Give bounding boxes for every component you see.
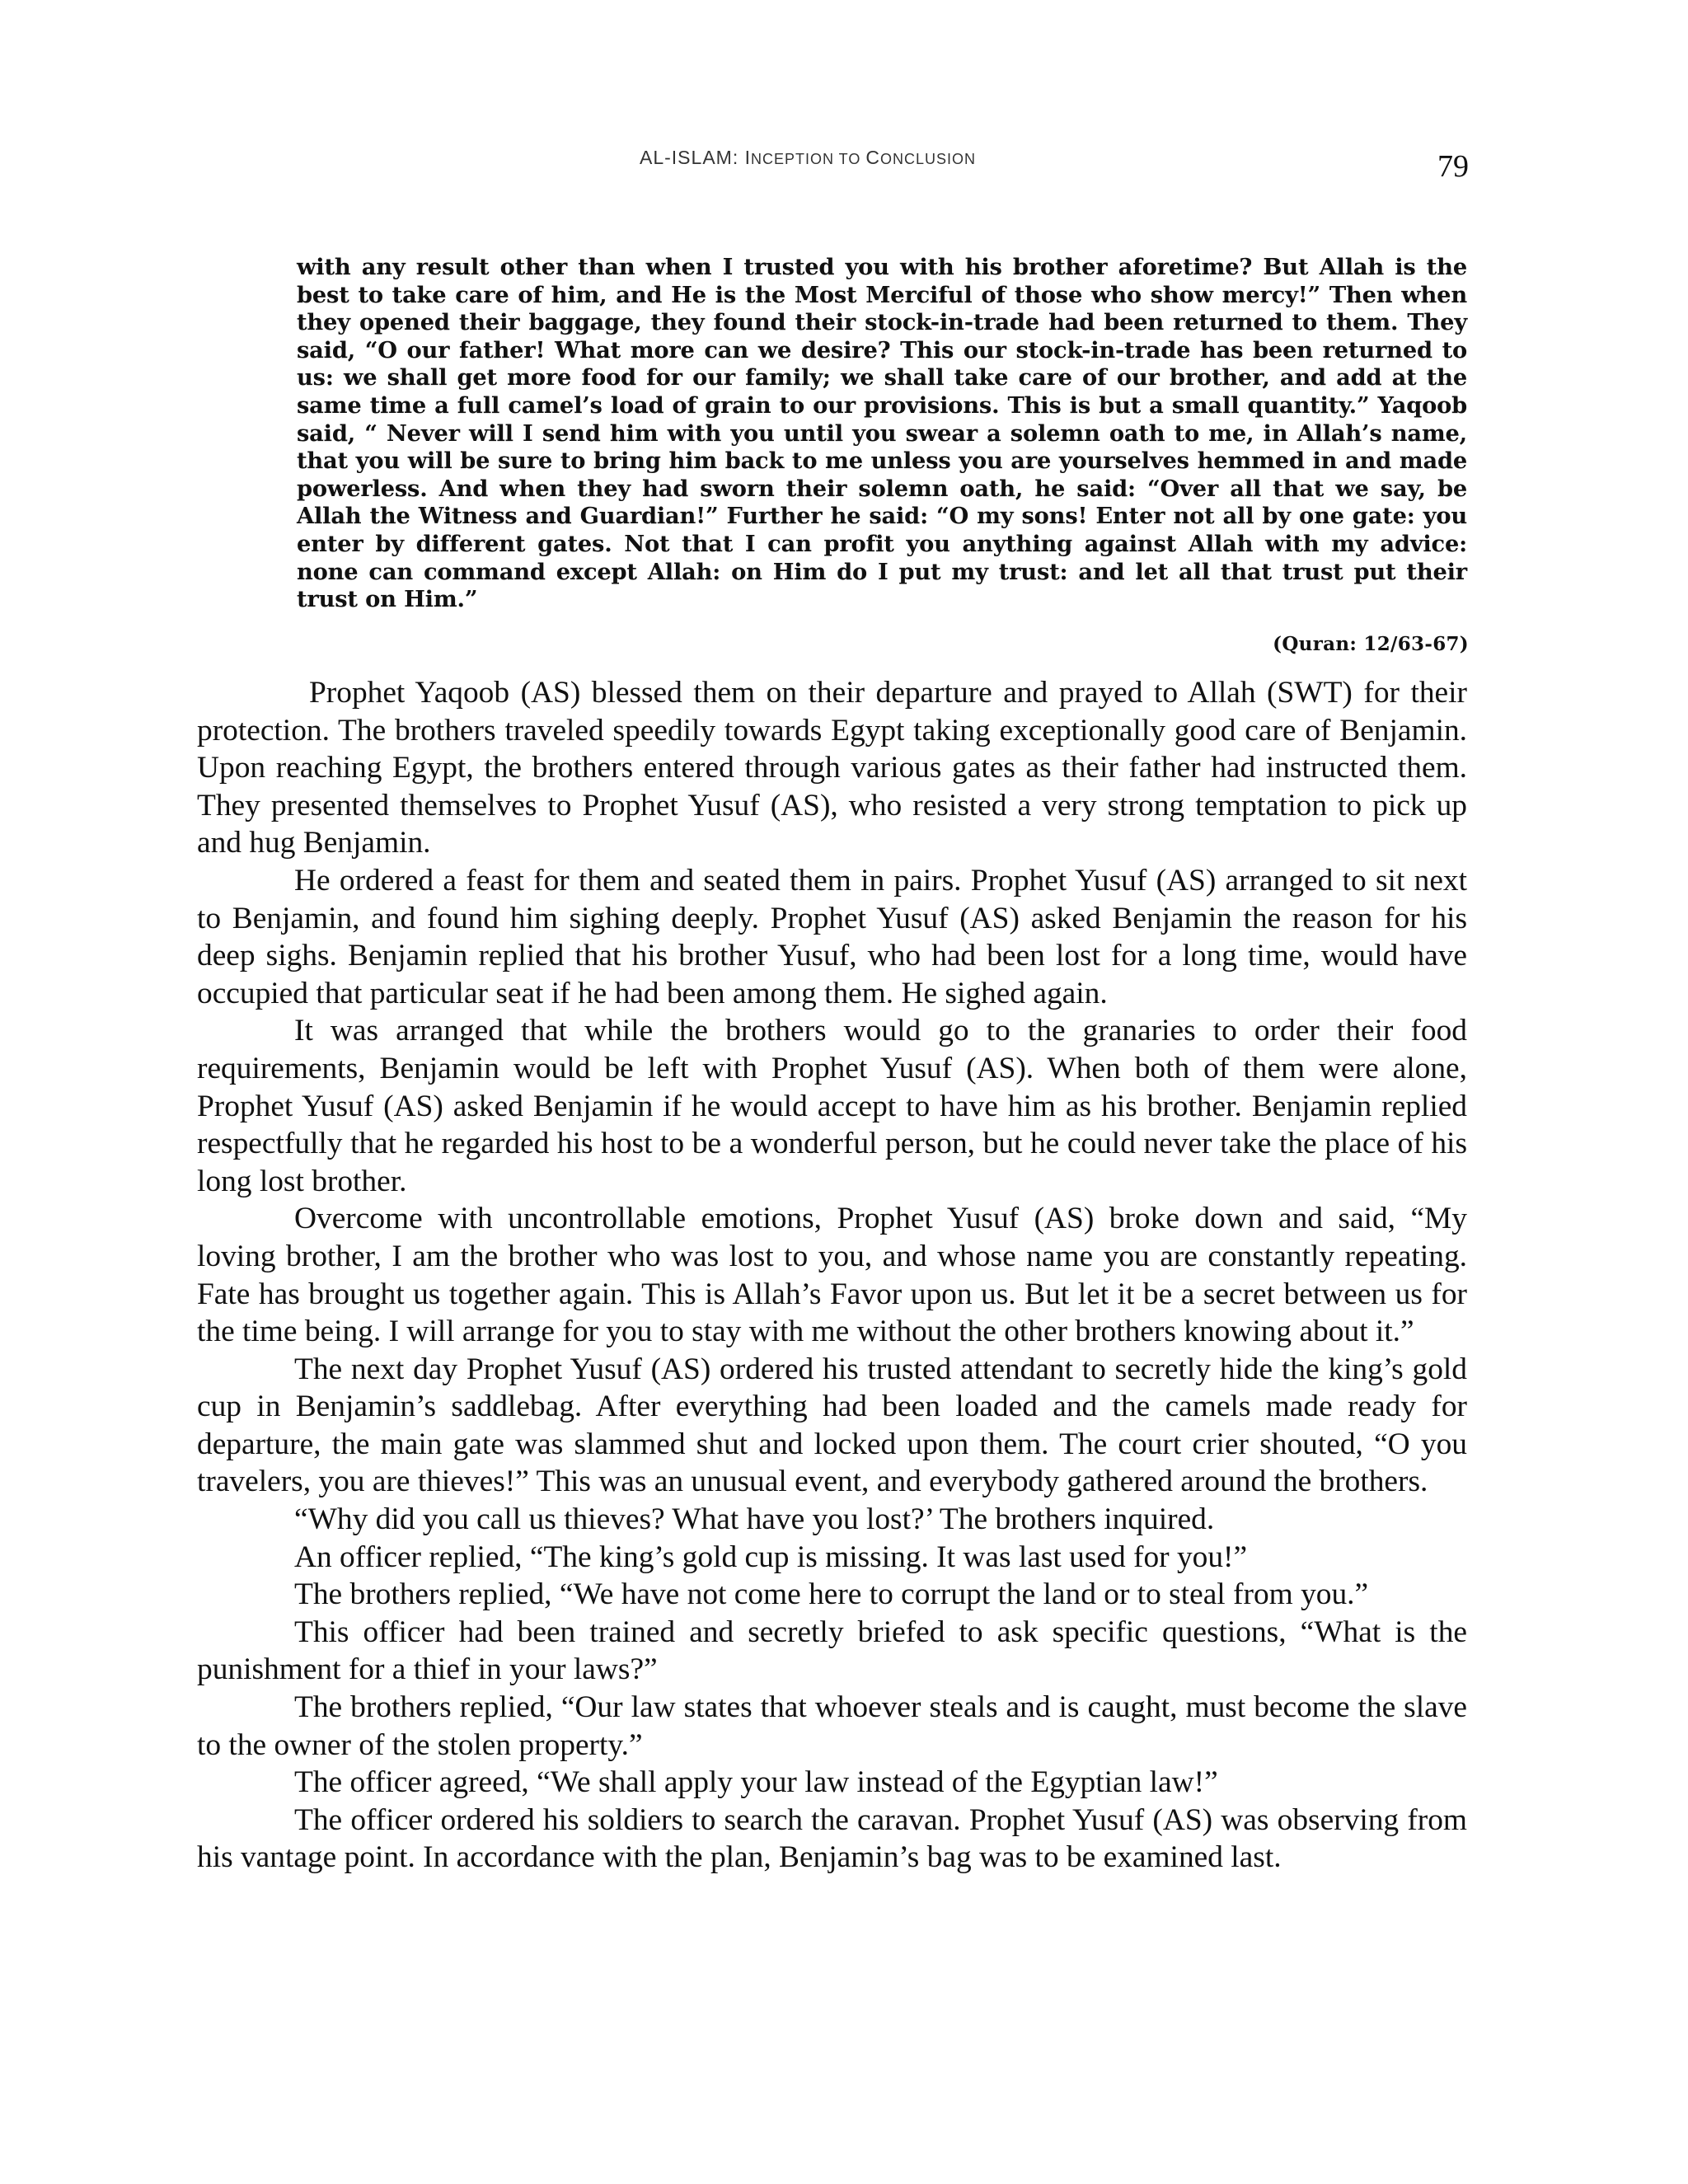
- paragraph: An officer replied, “The king’s gold cup is missing. It was last used for you!”: [294, 1540, 1248, 1574]
- running-head-part: ONCLUSION: [879, 151, 976, 167]
- running-head: [0, 147, 1615, 169]
- quote-citation: (Quran: 12/63-67): [1273, 633, 1469, 655]
- running-head-part: NCEPTION TO: [750, 151, 866, 167]
- paragraph: “Why did you call us thieves? What have you lost?’ The brothers inquired.: [294, 1502, 1215, 1537]
- running-head-part: C: [865, 147, 880, 168]
- quran-quote-block: [297, 254, 1467, 614]
- quote-text: with any result other than when I trusted you with his brother aforetime? But Allah is the best to take care of him, and He is the Most Merciful of those who show mercy!” Then when they opened their baggage, they found their stock-in-trade had been returned to them. They said, “O our father! What more can we desire? This our stock-in-trade has been returned to us: we shall get more food for our family; we shall take care of our brother, and add at the same time a full camel’s load of grain to our provisions. This is but a small quantity.” Yaqoob said, “ Never will I send him with you until you swear a solemn oath to me, in Allah’s name, that you will be sure to bring him back to me unless you are yourselves hemmed in and made powerless. And when they had sworn their solemn oath, he said: “Over all that we say, be Allah the Witness and Guardian!” Further he said: “O my sons! Enter not all by one gate: you enter by different gates. Not that I can profit you anything against Allah with my advice: none can command except Allah: on Him do I put my trust: and let all that trust put their trust on Him.”: [297, 254, 1467, 613]
- running-head-part: AL-ISLAM: I: [640, 147, 751, 168]
- paragraph: The officer ordered his soldiers to search the caravan. Prophet Yusuf (AS) was observing from his vantage point. In accordance with the plan, Benjamin’s bag was to be examined last.: [197, 1802, 1467, 1875]
- paragraph: It was arranged that while the brothers would go to the granaries to order their food requirements, Benjamin would be left with Prophet Yusuf (AS). When both of them were alone, Prophet Yusuf (AS) asked Benjamin if he would accept to have him as his brother. Benjamin replied respectfully that he regarded his host to be a wonderful person, but he could never take the place of his long lost brother.: [197, 1014, 1467, 1198]
- body-text: [197, 674, 1467, 1877]
- paragraph: Prophet Yaqoob (AS) blessed them on their departure and prayed to Allah (SWT) for their protection. The brothers traveled speedily towards Egypt taking exceptionally good care of Benjamin. Upon reaching Egypt, the brothers entered through various gates as their father had instructed them. They presented themselves to Prophet Yusuf (AS), who resisted a very strong temptation to pick up and hug Benjamin.: [197, 676, 1467, 860]
- page-number: 79: [1437, 149, 1469, 184]
- paragraph: The brothers replied, “We have not come here to corrupt the land or to steal from you.”: [294, 1577, 1369, 1612]
- paragraph: He ordered a feast for them and seated them in pairs. Prophet Yusuf (AS) arranged to sit next to Benjamin, and found him sighing deeply. Prophet Yusuf (AS) asked Benjamin the reason for his deep sighs. Benjamin replied that his brother Yusuf, who had been lost for a long time, would have occupied that particular seat if he had been among them. He sighed again.: [197, 863, 1467, 1010]
- paragraph: The brothers replied, “Our law states that whoever steals and is caught, must become the slave to the owner of the stolen property.”: [197, 1690, 1467, 1762]
- paragraph: Overcome with uncontrollable emotions, Prophet Yusuf (AS) broke down and said, “My loving brother, I am the brother who was lost to you, and whose name you are constantly repeating. Fate has brought us together again. This is Allah’s Favor upon us. But let it be a secret between us for the time being. I will arrange for you to stay with me without the other brothers knowing about it.”: [197, 1202, 1467, 1349]
- paragraph: The officer agreed, “We shall apply your law instead of the Egyptian law!”: [294, 1765, 1218, 1800]
- paragraph: This officer had been trained and secretly briefed to ask specific questions, “What is the punishment for a thief in your laws?”: [197, 1615, 1467, 1687]
- paragraph: The next day Prophet Yusuf (AS) ordered his trusted attendant to secretly hide the king’s gold cup in Benjamin’s saddlebag. After everything had been loaded and the camels made ready for departure, the main gate was slammed shut and locked upon them. The court crier shouted, “O you travelers, you are thieves!” This was an unusual event, and everybody gathered around the brothers.: [197, 1352, 1467, 1499]
